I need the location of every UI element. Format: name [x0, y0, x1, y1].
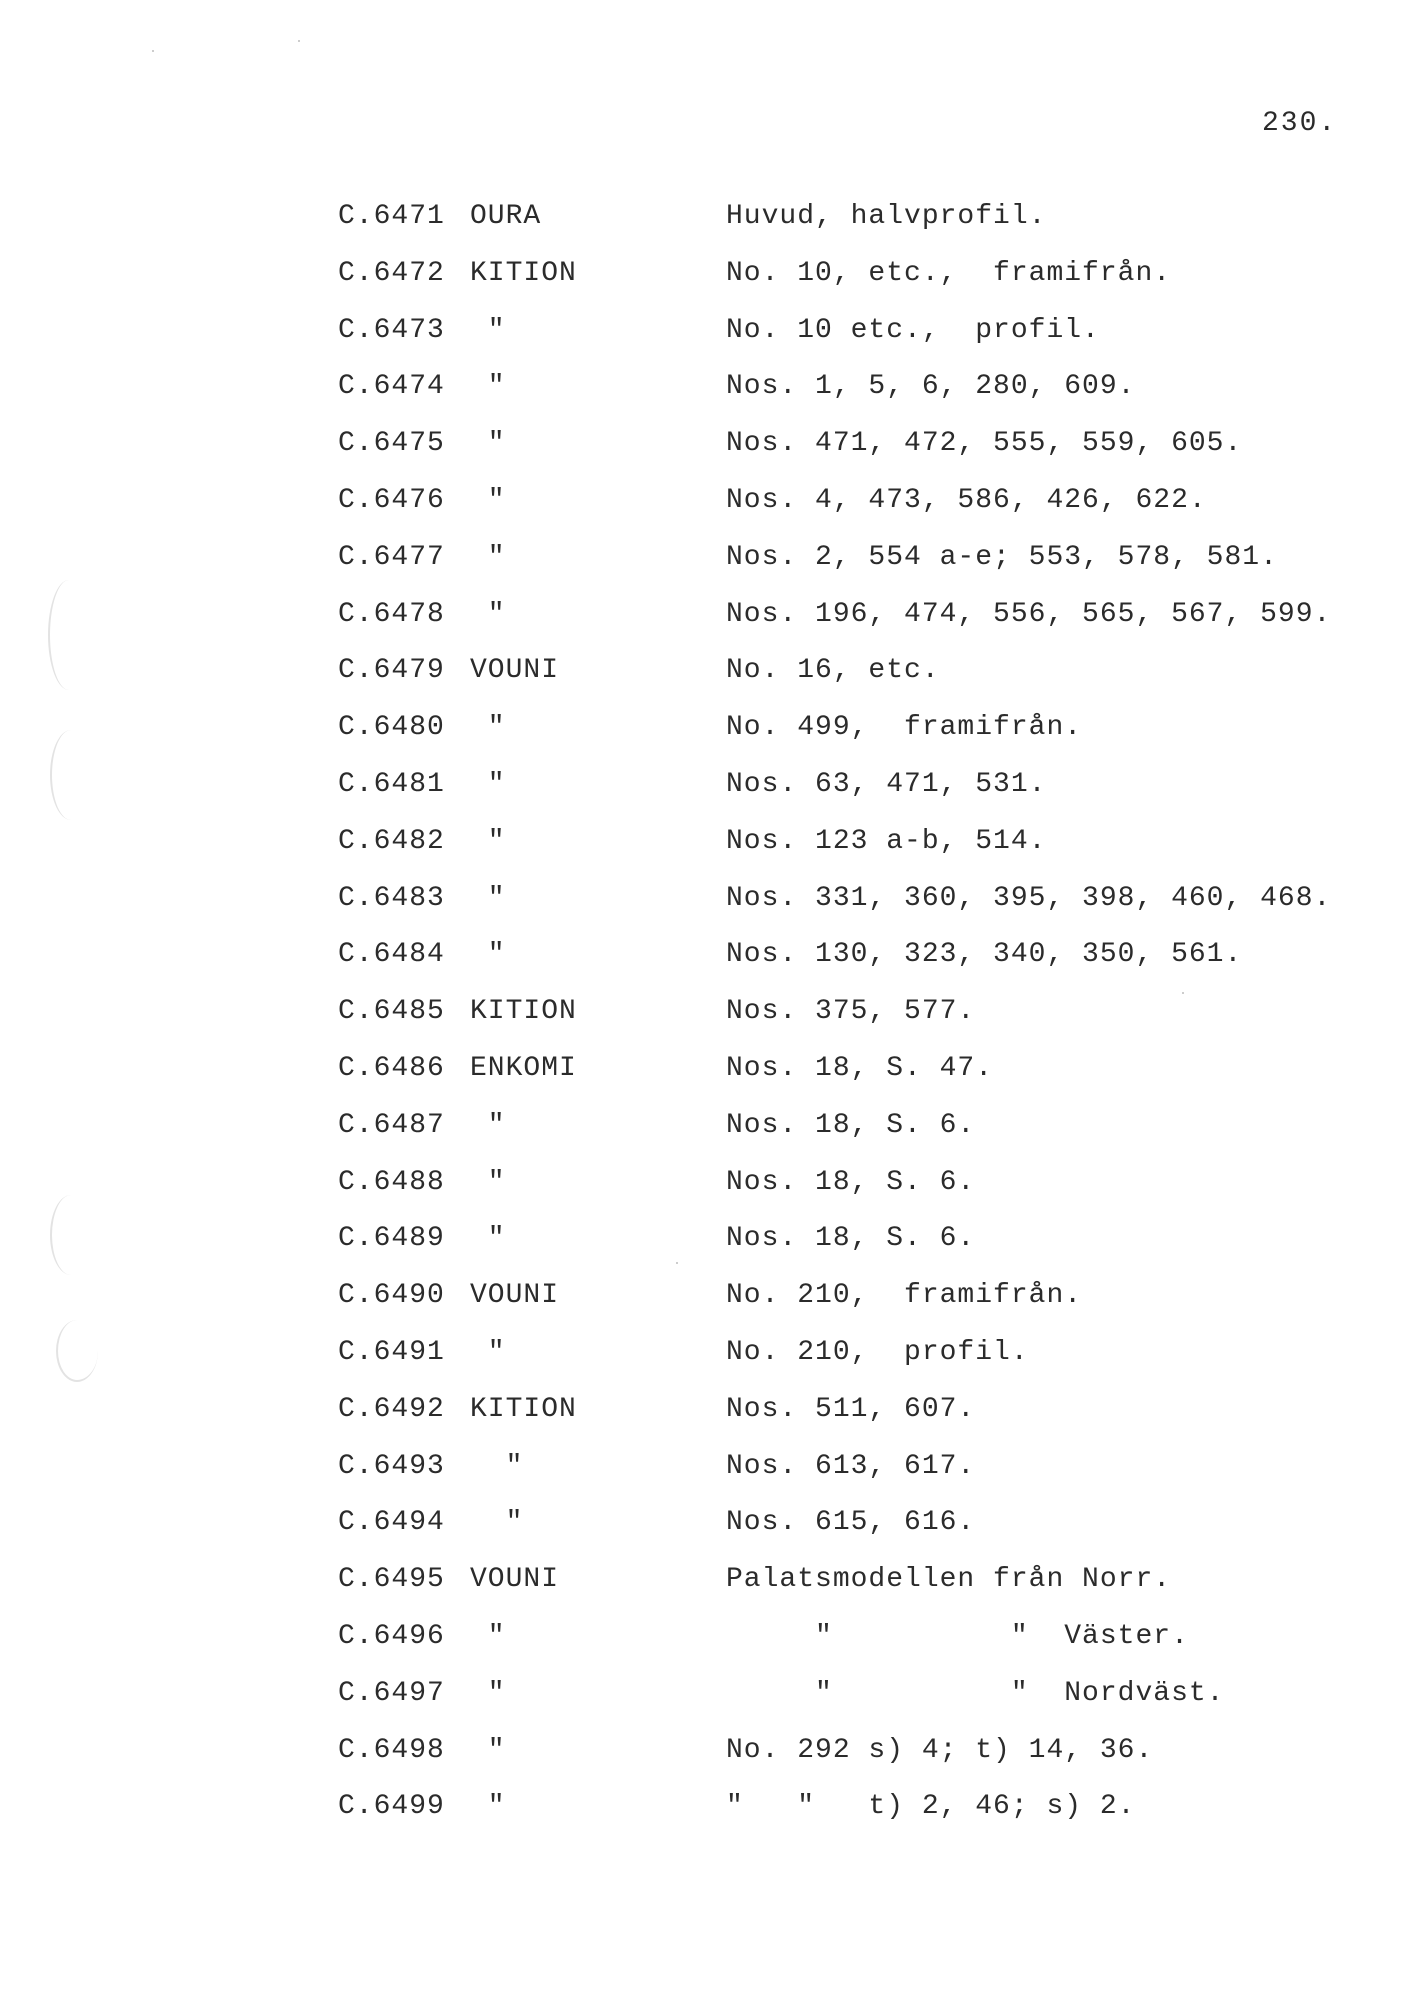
- catalog-number: C.6480: [338, 712, 445, 744]
- catalog-number: C.6474: [338, 371, 445, 403]
- catalog-number: C.6495: [338, 1564, 445, 1596]
- object-description: No. 499, framifrån.: [726, 712, 1083, 744]
- object-description: Nos. 196, 474, 556, 565, 567, 599.: [726, 598, 1332, 630]
- site-name: KITION: [470, 1393, 577, 1425]
- catalog-number: C.6484: [338, 939, 445, 971]
- site-name: KITION: [470, 257, 577, 289]
- catalog-row: [0, 1620, 1414, 1677]
- site-name: ": [470, 428, 506, 460]
- catalog-row: [0, 200, 1414, 257]
- object-description: Palatsmodellen från Norr.: [726, 1564, 1172, 1596]
- catalog-number: C.6482: [338, 825, 445, 857]
- catalog-row: [0, 882, 1414, 939]
- catalog-number: C.6496: [338, 1620, 445, 1652]
- object-description: Nos. 615, 616.: [726, 1507, 976, 1539]
- catalog-row: [0, 768, 1414, 825]
- site-name: ": [470, 939, 506, 971]
- catalog-row: [0, 938, 1414, 995]
- catalog-row: [0, 1166, 1414, 1223]
- object-description: " " t) 2, 46; s) 2.: [726, 1791, 1136, 1823]
- object-description: Nos. 130, 323, 340, 350, 561.: [726, 939, 1243, 971]
- catalog-number: C.6471: [338, 201, 445, 232]
- site-name: ": [470, 1223, 506, 1255]
- object-description: Nos. 511, 607.: [726, 1393, 976, 1425]
- site-name: ": [470, 1450, 524, 1482]
- catalog-number: C.6478: [338, 598, 445, 630]
- catalog-row: [0, 1052, 1414, 1109]
- catalog-number: C.6498: [338, 1734, 445, 1766]
- catalog-row: [0, 1506, 1414, 1563]
- site-name: ": [470, 882, 506, 914]
- object-description: Nos. 331, 360, 395, 398, 460, 468.: [726, 882, 1332, 914]
- site-name: ENKOMI: [470, 1052, 577, 1084]
- catalog-number: C.6485: [338, 996, 445, 1028]
- object-description: Nos. 471, 472, 555, 559, 605.: [726, 428, 1243, 460]
- catalog-row: [0, 825, 1414, 882]
- catalog-number: C.6476: [338, 484, 445, 516]
- paper-speck: [298, 40, 300, 42]
- object-description: Huvud, halvprofil.: [726, 201, 1047, 232]
- catalog-row: [0, 995, 1414, 1052]
- catalog-row: [0, 1336, 1414, 1393]
- catalog-number: C.6490: [338, 1280, 445, 1312]
- catalog-number: C.6493: [338, 1450, 445, 1482]
- catalog-number: C.6477: [338, 541, 445, 573]
- catalog-number: C.6481: [338, 768, 445, 800]
- object-description: Nos. 18, S. 6.: [726, 1223, 976, 1255]
- catalog-number: C.6472: [338, 257, 445, 289]
- site-name: ": [470, 1507, 524, 1539]
- object-description: Nos. 4, 473, 586, 426, 622.: [726, 484, 1207, 516]
- site-name: ": [470, 1734, 506, 1766]
- catalog-number: C.6492: [338, 1393, 445, 1425]
- catalog-row: [0, 711, 1414, 768]
- catalog-number: C.6486: [338, 1052, 445, 1084]
- catalog-row: [0, 427, 1414, 484]
- catalog-row: [0, 1109, 1414, 1166]
- catalog-entries: [0, 200, 1414, 1847]
- catalog-row: [0, 1790, 1414, 1847]
- catalog-row: [0, 370, 1414, 427]
- catalog-row: [0, 1450, 1414, 1507]
- page-number: 230.: [1262, 108, 1338, 139]
- catalog-row: [0, 541, 1414, 598]
- site-name: KITION: [470, 996, 577, 1028]
- catalog-row: [0, 1279, 1414, 1336]
- site-name: ": [470, 1677, 506, 1709]
- object-description: Nos. 18, S. 6.: [726, 1109, 976, 1141]
- catalog-row: [0, 257, 1414, 314]
- catalog-row: [0, 1734, 1414, 1791]
- site-name: ": [470, 1791, 506, 1823]
- object-description: Nos. 123 a-b, 514.: [726, 825, 1047, 857]
- object-description: Nos. 63, 471, 531.: [726, 768, 1047, 800]
- catalog-number: C.6473: [338, 314, 445, 346]
- catalog-row: [0, 484, 1414, 541]
- catalog-row: [0, 1222, 1414, 1279]
- site-name: ": [470, 484, 506, 516]
- catalog-number: C.6479: [338, 655, 445, 687]
- site-name: ": [470, 598, 506, 630]
- catalog-row: [0, 1677, 1414, 1734]
- catalog-number: C.6494: [338, 1507, 445, 1539]
- catalog-number: C.6475: [338, 428, 445, 460]
- site-name: ": [470, 768, 506, 800]
- catalog-row: [0, 654, 1414, 711]
- site-name: VOUNI: [470, 1564, 560, 1596]
- site-name: VOUNI: [470, 655, 560, 687]
- catalog-number: C.6483: [338, 882, 445, 914]
- site-name: ": [470, 371, 506, 403]
- object-description: Nos. 1, 5, 6, 280, 609.: [726, 371, 1136, 403]
- site-name: ": [470, 541, 506, 573]
- site-name: ": [470, 712, 506, 744]
- catalog-number: C.6497: [338, 1677, 445, 1709]
- object-description: No. 10 etc., profil.: [726, 314, 1100, 346]
- site-name: OURA: [470, 201, 542, 232]
- site-name: ": [470, 825, 506, 857]
- object-description: Nos. 18, S. 6.: [726, 1166, 976, 1198]
- object-description: Nos. 375, 577.: [726, 996, 976, 1028]
- object-description: " " Väster.: [726, 1620, 1189, 1652]
- object-description: No. 210, profil.: [726, 1336, 1029, 1368]
- site-name: ": [470, 1620, 506, 1652]
- catalog-number: C.6491: [338, 1336, 445, 1368]
- catalog-number: C.6499: [338, 1791, 445, 1823]
- site-name: ": [470, 314, 506, 346]
- object-description: No. 292 s) 4; t) 14, 36.: [726, 1734, 1154, 1766]
- site-name: ": [470, 1336, 506, 1368]
- object-description: No. 16, etc.: [726, 655, 940, 687]
- catalog-number: C.6487: [338, 1109, 445, 1141]
- site-name: VOUNI: [470, 1280, 560, 1312]
- object-description: Nos. 18, S. 47.: [726, 1052, 994, 1084]
- catalog-number: C.6489: [338, 1223, 445, 1255]
- paper-speck: [152, 50, 154, 52]
- catalog-number: C.6488: [338, 1166, 445, 1198]
- catalog-row: [0, 598, 1414, 655]
- object-description: Nos. 613, 617.: [726, 1450, 976, 1482]
- catalog-row: [0, 314, 1414, 371]
- object-description: No. 210, framifrån.: [726, 1280, 1083, 1312]
- site-name: ": [470, 1109, 506, 1141]
- object-description: Nos. 2, 554 a-e; 553, 578, 581.: [726, 541, 1278, 573]
- catalog-row: [0, 1393, 1414, 1450]
- object-description: " " Nordväst.: [726, 1677, 1225, 1709]
- catalog-row: [0, 1563, 1414, 1620]
- site-name: ": [470, 1166, 506, 1198]
- object-description: No. 10, etc., framifrån.: [726, 257, 1172, 289]
